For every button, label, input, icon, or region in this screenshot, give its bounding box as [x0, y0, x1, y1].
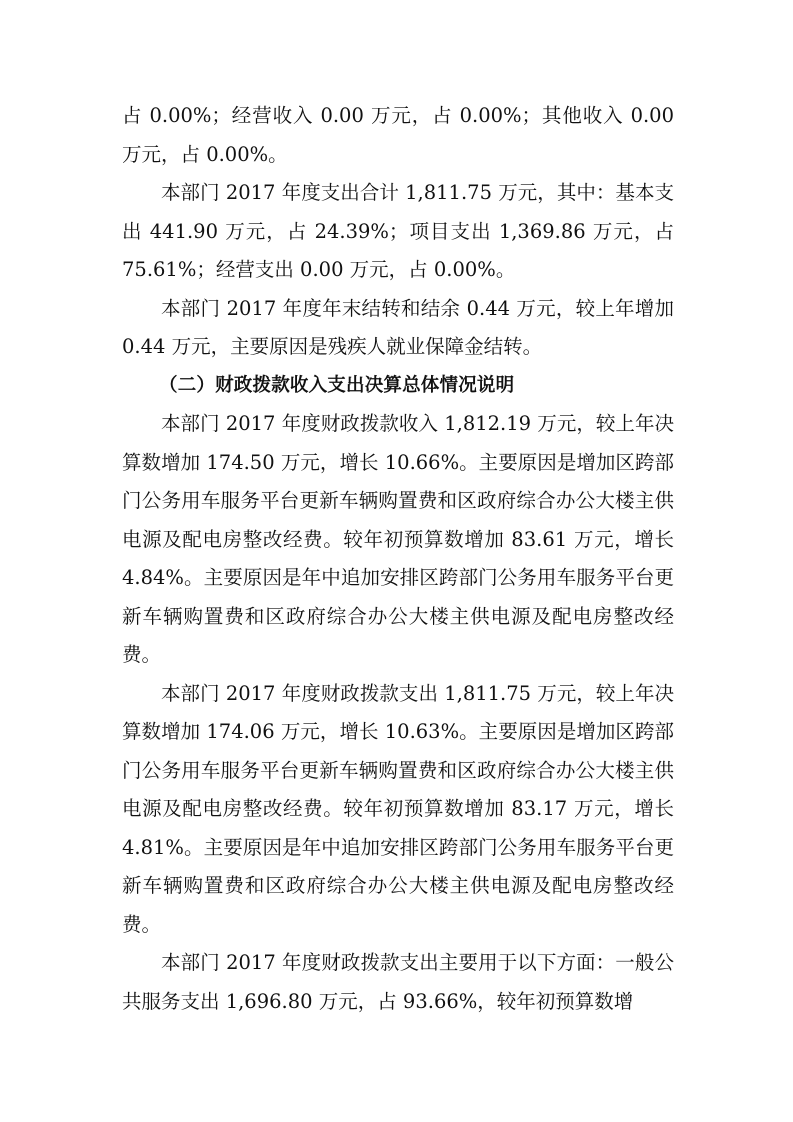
section-heading-fiscal-appropriation: （二）财政拨款收入支出决算总体情况说明 [159, 374, 515, 396]
paragraph-fiscal-expenditure-usage: 本部门 2017 年度财政拨款支出主要用于以下方面：一般公共服务支出 1,696.80 万元，占 93.66%，较年初预算数增 [122, 951, 674, 1013]
document-body [122, 97, 674, 1021]
paragraph-expenditure-total: 本部门 2017 年度支出合计 1,811.75 万元，其中：基本支出 441.90 万元，占 24.39%；项目支出 1,369.86 万元，占 75.61%；经营支出 0.00 万元，占 0.00%。 [122, 181, 674, 281]
paragraph-fiscal-income: 本部门 2017 年度财政拨款收入 1,812.19 万元，较上年决算数增加 174.50 万元，增长 10.66%。主要原因是增加区跨部门公务用车服务平台更新车辆购置费和区政府综合办公大楼主供电源及配电房整改经费。较年初预算数增加 83.61 万元，增长 4.84%。主要原因是年中追加安排区跨部门公务用车服务平台更新车辆购置费和区政府综合办公大楼主供电源及配电房整改经费。 [122, 412, 674, 666]
paragraph-year-end-balance: 本部门 2017 年度年末结转和结余 0.44 万元，较上年增加 0.44 万元，主要原因是残疾人就业保障金结转。 [122, 296, 674, 358]
paragraph-fiscal-expenditure: 本部门 2017 年度财政拨款支出 1,811.75 万元，较上年决算数增加 174.06 万元，增长 10.63%。主要原因是增加区跨部门公务用车服务平台更新车辆购置费和区政府综合办公大楼主供电源及配电房整改经费。较年初预算数增加 83.17 万元，增长 4.81%。主要原因是年中追加安排区跨部门公务用车服务平台更新车辆购置费和区政府综合办公大楼主供电源及配电房整改经费。 [122, 681, 674, 936]
paragraph-income-continuation: 占 0.00%；经营收入 0.00 万元，占 0.00%；其他收入 0.00 万元，占 0.00%。 [122, 104, 674, 166]
